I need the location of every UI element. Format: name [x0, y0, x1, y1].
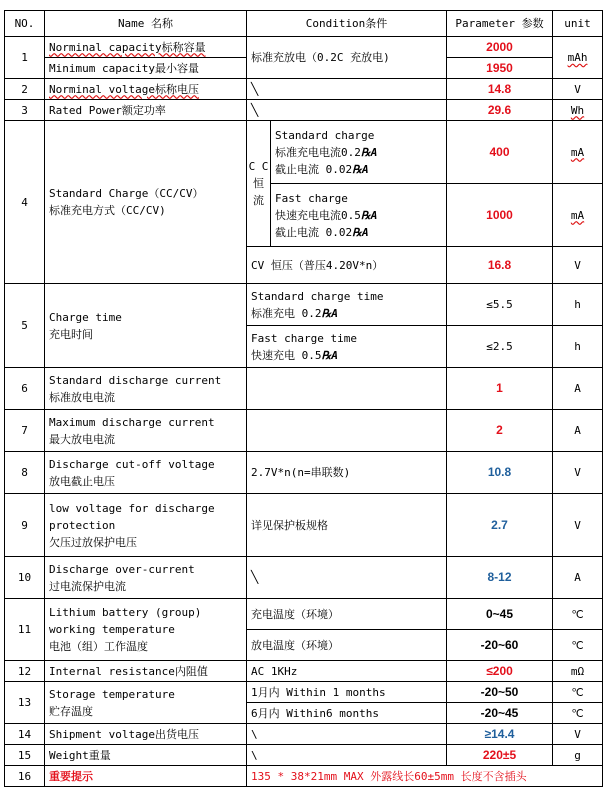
row-condition: 充电温度（环境）: [247, 599, 447, 630]
row-name-en: Maximum discharge current: [49, 415, 215, 429]
row-param: 29.6: [447, 100, 553, 121]
table-row: [5, 724, 603, 745]
row-param: 0~45: [447, 599, 553, 630]
row-condition: [247, 368, 447, 410]
row-unit: V: [553, 724, 603, 745]
row-unit: ℃: [553, 630, 603, 661]
spec-table: [4, 10, 603, 787]
row-no: 14: [5, 724, 45, 745]
row-unit: V: [553, 494, 603, 557]
row-condition: [247, 410, 447, 452]
row-param: 8-12: [447, 557, 553, 599]
row-unit: V: [553, 79, 603, 100]
header-parameter: Parameter 参数: [447, 11, 553, 37]
row-param: ≥14.4: [447, 724, 553, 745]
row-condition: \: [247, 724, 447, 745]
row-param: 2.7: [447, 494, 553, 557]
row-condition: 6月内 Within6 months: [247, 703, 447, 724]
row-unit-text: mA: [570, 208, 585, 222]
row-param: 2: [447, 410, 553, 452]
row-name-en: low voltage for discharge protection: [49, 501, 215, 532]
table-row: [5, 284, 603, 326]
row-name-cn: 标准充电方式（CC/CV): [49, 204, 166, 217]
row-name: [45, 557, 247, 599]
table-row: [5, 368, 603, 410]
row-name-cn: 欠压过放保护电压: [49, 535, 137, 549]
table-row: [5, 599, 603, 630]
row-param: 1000: [447, 184, 553, 247]
row-name: Shipment voltage出货电压: [45, 724, 247, 745]
row-condition: ╲: [247, 557, 447, 599]
table-row: [5, 494, 603, 557]
row-no: 10: [5, 557, 45, 599]
row-no: 5: [5, 284, 45, 368]
fast-charge-time-line: 快速充电 0.5℞A: [251, 348, 338, 362]
row-param: 10.8: [447, 452, 553, 494]
row-param: 2000: [447, 37, 553, 58]
cv-condition: CV 恒压（普压4.20V*n）: [247, 247, 447, 284]
header-name: Name 名称: [45, 11, 247, 37]
row-no: 2: [5, 79, 45, 100]
row-no: 13: [5, 682, 45, 724]
important-note-text: 135 * 38*21mm MAX 外露线长60±5mm 长度不含插头: [247, 766, 603, 787]
row-name-cn: 最大放电电流: [49, 432, 115, 446]
row-name-en: Discharge over-current: [49, 562, 195, 576]
row-name: Minimum capacity最小容量: [45, 58, 247, 79]
row-unit-text: mA: [570, 145, 585, 159]
cc-label: C C 恒 流: [247, 121, 271, 247]
row-name: [45, 79, 247, 100]
row-condition: 2.7V*n(n=串联数): [247, 452, 447, 494]
row-name-cn: 过电流保护电流: [49, 579, 126, 593]
row-name-cn: 贮存温度: [49, 704, 93, 718]
row-no: 12: [5, 661, 45, 682]
row-no: 7: [5, 410, 45, 452]
row-unit: V: [553, 452, 603, 494]
table-row: [5, 100, 603, 121]
row-no: 11: [5, 599, 45, 661]
row-unit: A: [553, 557, 603, 599]
std-charge-line1: 标准充电电流0.2℞A: [275, 145, 378, 159]
fast-charge-time-condition: [247, 326, 447, 368]
row-unit: [553, 121, 603, 184]
row-name: [45, 410, 247, 452]
std-charge-time-condition: [247, 284, 447, 326]
row-name: [45, 599, 247, 661]
row-condition: ╲: [247, 100, 447, 121]
row-name-en: Standard discharge current: [49, 373, 222, 387]
row-name-cn: 电池（组）工作温度: [49, 640, 148, 653]
fast-charge-line1: 快速充电电流0.5℞A: [275, 208, 378, 222]
row-name: Rated Power额定功率: [45, 100, 247, 121]
row-name: [45, 494, 247, 557]
row-param: 220±5: [447, 745, 553, 766]
row-name-cn: 标准放电电流: [49, 390, 115, 404]
row-unit: A: [553, 410, 603, 452]
row-name: [45, 121, 247, 284]
table-row: [5, 410, 603, 452]
table-row: [5, 745, 603, 766]
fast-charge-time-title: Fast charge time: [251, 331, 357, 345]
row-unit: mΩ: [553, 661, 603, 682]
row-no: 9: [5, 494, 45, 557]
table-row: [5, 661, 603, 682]
header-condition: Condition条件: [247, 11, 447, 37]
row-name-text: Norminal voltage标称电压: [49, 82, 199, 96]
row-name: [45, 284, 247, 368]
row-condition: ╲: [247, 79, 447, 100]
fast-charge-title: Fast charge: [275, 191, 348, 205]
row-name-en: Standard Charge（CC/CV）: [49, 187, 204, 200]
table-row: [5, 79, 603, 100]
row-name: Weight重量: [45, 745, 247, 766]
row-param: 14.8: [447, 79, 553, 100]
row-name: [45, 682, 247, 724]
row-condition: \: [247, 745, 447, 766]
row-name-en: Lithium battery (group) working temperature: [49, 606, 202, 636]
row-name: [45, 452, 247, 494]
row-unit: [553, 184, 603, 247]
row-no: 16: [5, 766, 45, 787]
fast-charge-condition: [271, 184, 447, 247]
std-charge-line2: 截止电流 0.02℞A: [275, 162, 369, 176]
row-name-en: Charge time: [49, 310, 122, 324]
row-unit-text: Wh: [570, 103, 585, 117]
row-name-cn: 充电时间: [49, 327, 93, 341]
row-no: 1: [5, 37, 45, 79]
std-charge-time-title: Standard charge time: [251, 289, 384, 303]
row-unit: g: [553, 745, 603, 766]
row-param: ≤200: [447, 661, 553, 682]
row-name: Internal resistance内阻值: [45, 661, 247, 682]
row-param: ≤5.5: [447, 284, 553, 326]
row-condition: AC 1KHz: [247, 661, 447, 682]
row-condition: 放电温度（环境）: [247, 630, 447, 661]
header-no: NO.: [5, 11, 45, 37]
row-no: 8: [5, 452, 45, 494]
row-unit: ℃: [553, 599, 603, 630]
row-no: 6: [5, 368, 45, 410]
row-param: 1: [447, 368, 553, 410]
row-param: -20~50: [447, 682, 553, 703]
row-param: -20~45: [447, 703, 553, 724]
row-unit: [553, 37, 603, 79]
row-unit: h: [553, 284, 603, 326]
row-param: 16.8: [447, 247, 553, 284]
row-unit: h: [553, 326, 603, 368]
table-row: [5, 682, 603, 703]
row-unit: ℃: [553, 703, 603, 724]
fast-charge-line2: 截止电流 0.02℞A: [275, 225, 369, 239]
header-unit: unit: [553, 11, 603, 37]
row-name-en: Discharge cut-off voltage: [49, 457, 215, 471]
table-row: [5, 557, 603, 599]
row-condition: 详见保护板规格: [247, 494, 447, 557]
std-charge-condition: [271, 121, 447, 184]
row-unit: [553, 100, 603, 121]
row-name: [45, 37, 247, 58]
row-name-text: Norminal capacity标称容量: [49, 40, 206, 54]
row-condition: 1月内 Within 1 months: [247, 682, 447, 703]
std-charge-time-line: 标准充电 0.2℞A: [251, 306, 338, 320]
row-param: -20~60: [447, 630, 553, 661]
table-row: [5, 121, 603, 184]
row-no: 15: [5, 745, 45, 766]
important-note-title: 重要提示: [45, 766, 247, 787]
row-unit: A: [553, 368, 603, 410]
row-name-cn: 放电截止电压: [49, 474, 115, 488]
row-no: 3: [5, 100, 45, 121]
row-condition: 标准充放电（0.2C 充放电): [247, 37, 447, 79]
table-row: [5, 766, 603, 787]
table-row: [5, 452, 603, 494]
table-header-row: [5, 11, 603, 37]
row-no: 4: [5, 121, 45, 284]
row-name-en: Storage temperature: [49, 687, 175, 701]
table-row: [5, 37, 603, 58]
row-name: [45, 368, 247, 410]
row-unit-text: mAh: [567, 51, 588, 64]
row-param: ≤2.5: [447, 326, 553, 368]
row-unit: V: [553, 247, 603, 284]
std-charge-title: Standard charge: [275, 128, 375, 142]
row-param: 400: [447, 121, 553, 184]
row-unit: ℃: [553, 682, 603, 703]
row-param: 1950: [447, 58, 553, 79]
